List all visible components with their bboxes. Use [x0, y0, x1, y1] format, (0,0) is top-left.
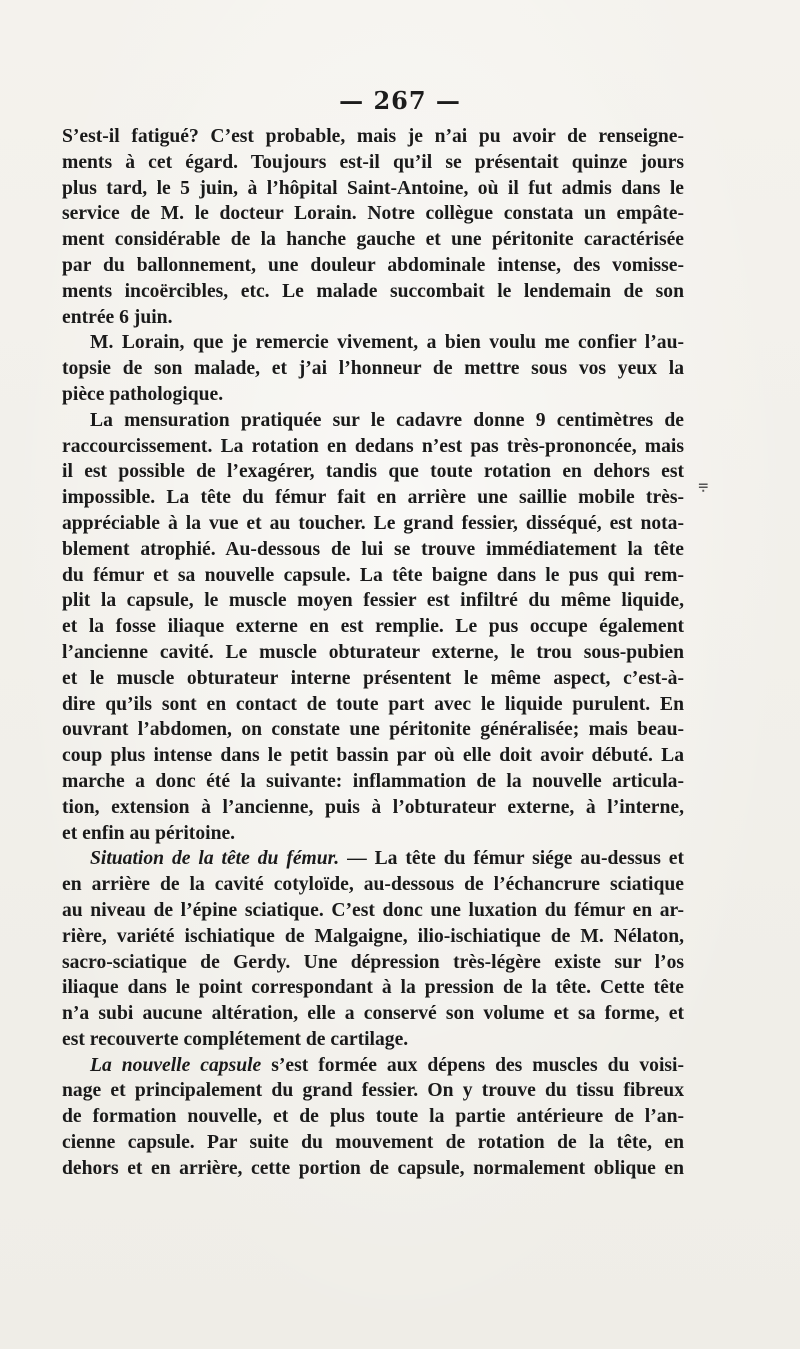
- text-line: iliaque dans le point correspondant à la pression de la tête. Cette tête: [62, 977, 684, 999]
- italic-heading: Situation de la tête du fémur.: [90, 848, 340, 870]
- text-line: au niveau de l’épine sciatique. C’est donc une luxation du fémur en ar-: [62, 899, 684, 921]
- text-line: et le muscle obturateur interne présentent le même aspect, c’est-à-: [62, 667, 684, 689]
- text-line: pièce pathologique.: [62, 383, 224, 405]
- text-line: l’ancienne cavité. Le muscle obturateur externe, le trou sous-pubien: [62, 641, 684, 663]
- text-line: plus tard, le 5 juin, à l’hôpital Saint-Antoine, où il fut admis dans le: [62, 177, 684, 199]
- text-line: ments incoërcibles, etc. Le malade succombait le lendemain de son: [62, 280, 684, 302]
- text-line: M. Lorain, que je remercie vivement, a bien voulu me confier l’au-: [90, 332, 684, 354]
- text-line: plit la capsule, le muscle moyen fessier est infiltré du même liquide,: [62, 590, 684, 612]
- text-line: service de M. le docteur Lorain. Notre collègue constata un empâte-: [62, 203, 684, 225]
- text-line: est recouverte complétement de cartilage.: [62, 1028, 409, 1050]
- text-line: topsie de son malade, et j’ai l’honneur de mettre sous vos yeux la: [62, 358, 684, 380]
- text-line: et la fosse iliaque externe en est remplie. Le pus occupe également: [62, 616, 684, 638]
- text-line: il est possible de l’exagérer, tandis que toute rotation en dehors est: [62, 461, 684, 483]
- text-line: en arrière de la cavité cotyloïde, au-dessous de l’échancrure sciatique: [62, 874, 684, 896]
- text-line: et enfin au péritoine.: [62, 822, 236, 844]
- text-line: cienne capsule. Par suite du mouvement de rotation de la tête, en: [62, 1132, 684, 1154]
- text-line: raccourcissement. La rotation en dedans n’est pas très-prononcée, mais: [62, 435, 684, 457]
- text-line: impossible. La tête du fémur fait en arrière une saillie mobile très-: [62, 487, 684, 509]
- text-line: dehors et en arrière, cette portion de capsule, normalement oblique en: [62, 1157, 684, 1179]
- text-line: [62, 846, 684, 872]
- text-line: ment considérable de la hanche gauche et une péritonite caractérisée: [62, 229, 684, 251]
- margin-mark: ⩦: [698, 474, 709, 495]
- text-line: rière, variété ischiatique de Malgaigne, ilio-ischiatique de M. Nélaton,: [62, 925, 684, 947]
- text-line: du fémur et sa nouvelle capsule. La tête baigne dans le pus qui rem-: [62, 564, 684, 586]
- text-line: S’est-il fatigué? C’est probable, mais je n’ai pu avoir de renseigne-: [62, 126, 684, 147]
- italic-heading: La nouvelle capsule: [90, 1054, 262, 1076]
- text-line: par du ballonnement, une douleur abdominale intense, des vomisse-: [62, 254, 684, 276]
- text-line: marche a donc été la suivante: inflammation de la nouvelle articula-: [62, 770, 684, 792]
- text-line: coup plus intense dans le petit bassin par où elle doit avoir débuté. La: [62, 745, 684, 767]
- text-line: tion, extension à l’ancienne, puis à l’obturateur externe, à l’interne,: [62, 796, 684, 818]
- text-line: entrée 6 juin.: [62, 306, 173, 328]
- text-line: La mensuration pratiquée sur le cadavre donne 9 centimètres de: [90, 409, 684, 431]
- text-line: ouvrant l’abdomen, on constate une péritonite généralisée; mais beau-: [62, 719, 684, 741]
- text-line: blement atrophié. Au-dessous de lui se trouve immédiatement la tête: [62, 538, 684, 560]
- text-line: de formation nouvelle, et de plus toute la partie antérieure de l’an-: [62, 1106, 684, 1128]
- text-line: appréciable à la vue et au toucher. Le grand fessier, disséqué, est nota-: [62, 512, 684, 534]
- text-line: sacro-sciatique de Gerdy. Une dépression très-légère existe sur l’os: [62, 951, 684, 973]
- text-line: nage et principalement du grand fessier. On y trouve du tissu fibreux: [62, 1080, 684, 1102]
- line-text: s’est formée aux dépens des muscles du voisi-: [271, 1054, 684, 1076]
- text-line: ments à cet égard. Toujours est-il qu’il se présentait quinze jours: [62, 151, 684, 173]
- body-text: [62, 124, 684, 1182]
- line-text: — La tête du fémur siége au-dessus et: [347, 848, 684, 870]
- text-line: n’a subi aucune altération, elle a conservé son volume et sa forme, et: [62, 1003, 684, 1025]
- page-number: — 267 —: [339, 86, 461, 115]
- text-line: [62, 1053, 684, 1079]
- text-line: dire qu’ils sont en contact de toute part avec le liquide purulent. En: [62, 693, 684, 715]
